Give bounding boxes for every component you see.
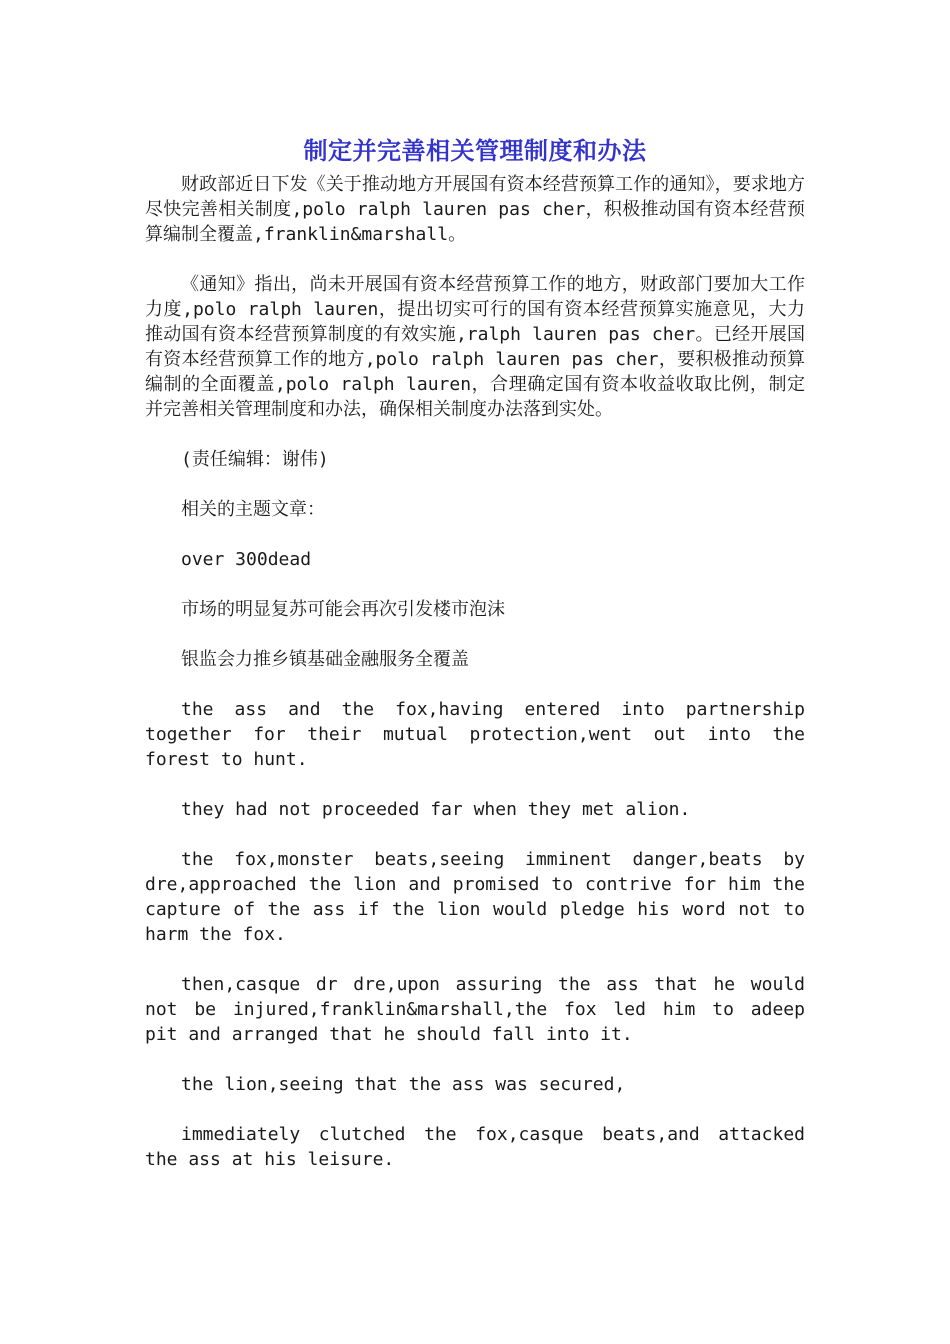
paragraph-fable-2: they had not proceeded far when they met alion. xyxy=(181,799,691,820)
document-title: 制定并完善相关管理制度和办法 xyxy=(303,137,647,165)
paragraph-related-heading: 相关的主题文章： xyxy=(181,499,325,520)
paragraph-notice-intro: 财政部近日下发《关于推动地方开展国有资本经营预算工作的通知》，要求地方尽快完善相关制度,polo ralph lauren pas cher，积极推动国有资本经营预算编制全覆盖,franklin&marshall。 xyxy=(145,174,805,245)
related-article-1: over 300dead xyxy=(181,549,312,570)
paragraph-editor: (责任编辑：谢伟) xyxy=(181,449,329,470)
paragraph-notice-details: 《通知》指出，尚未开展国有资本经营预算工作的地方，财政部门要加大工作力度,polo ralph lauren，提出切实可行的国有资本经营预算实施意见，大力推动国有资本经营预算制度的有效实施,ralph lauren pas cher。已经开展国有资本经营预算工作的地方,polo ralph lauren pas cher，要积极推动预算编制的全面覆盖,polo ralph lauren，合理确定国有资本收益收取比例，制定并完善相关管理制度和办法，确保相关制度办法落到实处。 xyxy=(145,274,805,420)
paragraph-fable-6: immediately clutched the fox,casque beats,and attacked the ass at his leisure. xyxy=(145,1124,805,1170)
related-article-3: 银监会力推乡镇基础金融服务全覆盖 xyxy=(181,649,469,670)
paragraph-fable-1: the ass and the fox,having entered into partnership together for their mutual protection,went out into the forest to hunt. xyxy=(145,699,805,770)
related-article-2: 市场的明显复苏可能会再次引发楼市泡沫 xyxy=(181,599,505,620)
paragraph-fable-3: the fox,monster beats,seeing imminent danger,beats by dre,approached the lion and promised to contrive for him the capture of the ass if the lion would pledge his word not to harm the fox. xyxy=(145,849,805,945)
document-page xyxy=(145,132,805,1197)
paragraph-fable-5: the lion,seeing that the ass was secured, xyxy=(181,1074,626,1095)
paragraph-fable-4: then,casque dr dre,upon assuring the ass that he would not be injured,franklin&marshall,the fox led him to adeep pit and arranged that he should fall into it. xyxy=(145,974,805,1045)
